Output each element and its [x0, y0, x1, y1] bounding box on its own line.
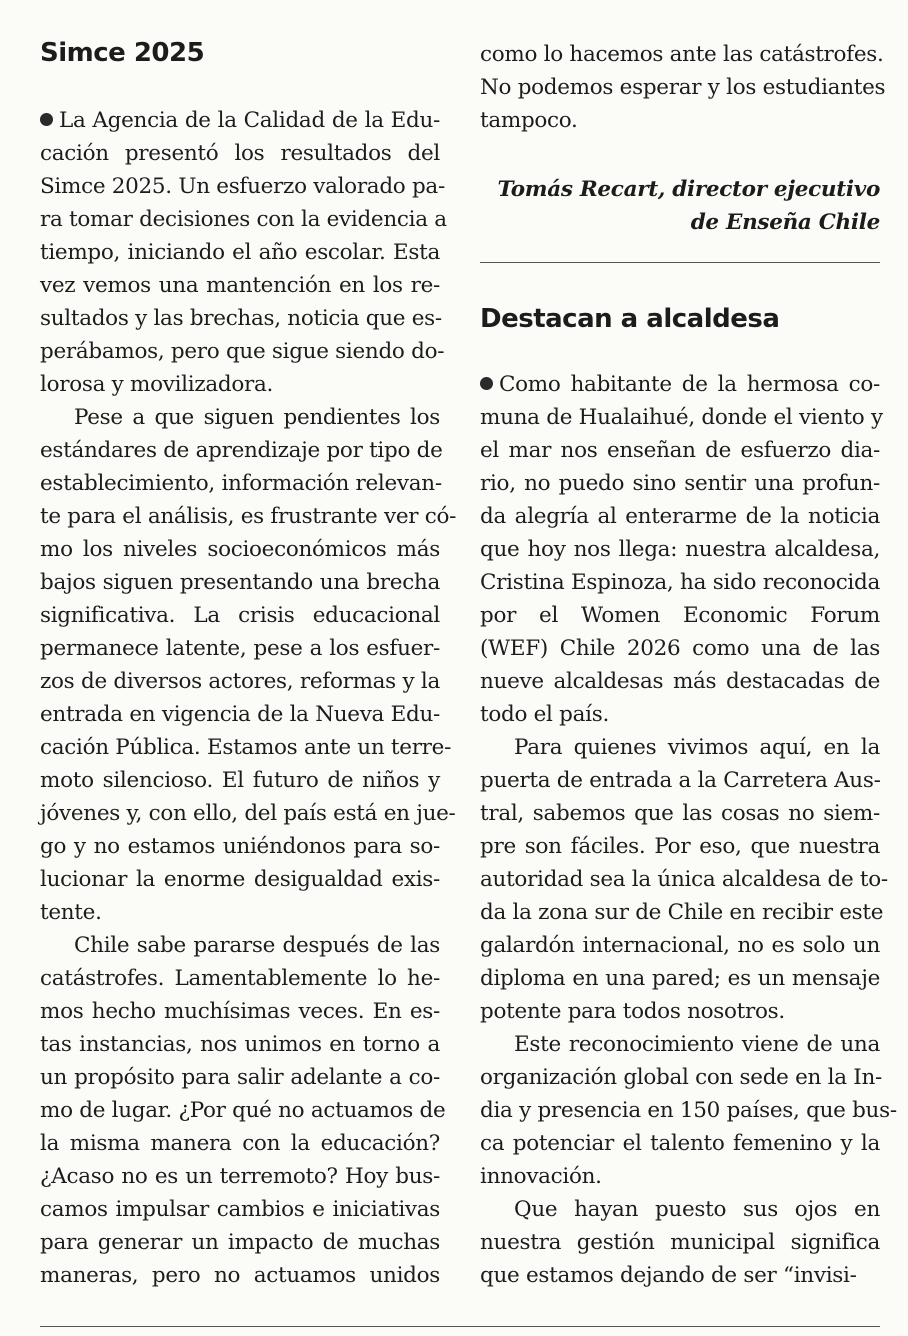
- text-line: No podemos esperar y los estudiantes: [480, 75, 886, 100]
- text-line: un propósito para salir adelante a co-: [40, 1065, 440, 1090]
- bullet-icon: [480, 377, 493, 390]
- text-line: tas instancias, nos unimos en torno a: [40, 1032, 440, 1057]
- signature-name: Tomás Recart, director ejecutivo: [497, 177, 880, 202]
- text-line: tral, sabemos que las cosas no siem-: [480, 801, 880, 826]
- text-line: da la zona sur de Chile en recibir este: [480, 900, 884, 925]
- text-line: el mar nos enseñan de esfuerzo dia-: [480, 438, 880, 463]
- text-line: rio, no puedo sino sentir una profun-: [480, 471, 880, 496]
- text-line: Como habitante de la hermosa co-: [480, 368, 880, 401]
- text-line: go y no estamos uniéndonos para so-: [40, 834, 440, 859]
- text-line: ca potenciar el talento femenino y la: [480, 1131, 880, 1156]
- text-line: que hoy nos llega: nuestra alcaldesa,: [480, 537, 880, 562]
- text-line: te para el análisis, es frustrante ver có-: [40, 504, 457, 529]
- text-line: cación Pública. Estamos ante un terre-: [40, 735, 452, 760]
- text-line: por el Women Economic Forum: [480, 603, 880, 628]
- text-line: que estamos dejando de ser “invisi-: [480, 1263, 857, 1288]
- text-line: Este reconocimiento viene de una: [514, 1032, 880, 1057]
- text-line: muna de Hualaihué, donde el viento y: [480, 405, 883, 430]
- bullet-icon: [40, 113, 53, 126]
- section-divider: [480, 262, 880, 263]
- text-line: La Agencia de la Calidad de la Edu-: [40, 104, 440, 137]
- text-line: Para quienes vivimos aquí, en la: [514, 735, 880, 760]
- text-line: moto silencioso. El futuro de niños y: [40, 768, 440, 793]
- text-line: todo el país.: [480, 702, 609, 727]
- text-line: bajos siguen presentando una brecha: [40, 570, 440, 595]
- text-line: perábamos, pero que sigue siendo do-: [40, 339, 445, 364]
- text-line: nuestra gestión municipal significa: [480, 1230, 880, 1255]
- text-line: mos hecho muchísimas veces. En es-: [40, 999, 440, 1024]
- text-line: Que hayan puesto sus ojos en: [514, 1197, 880, 1222]
- text-line: tampoco.: [480, 108, 578, 133]
- text-line: para generar un impacto de muchas: [40, 1230, 440, 1255]
- text-line: tiempo, iniciando el año escolar. Esta: [40, 240, 440, 265]
- text-line: mo de lugar. ¿Por qué no actuamos de: [40, 1098, 446, 1123]
- text-line: galardón internacional, no es solo un: [480, 933, 880, 958]
- text-line: significativa. La crisis educacional: [40, 603, 440, 628]
- text-line: jóvenes y, con ello, del país está en jue-: [40, 801, 456, 826]
- text-line: Chile sabe pararse después de las: [74, 933, 440, 958]
- text-line: Pese a que siguen pendientes los: [74, 405, 440, 430]
- text-line: potente para todos nosotros.: [480, 999, 785, 1024]
- text-line: como lo hacemos ante las catástrofes.: [480, 42, 884, 67]
- text-line: Cristina Espinoza, ha sido reconocida: [480, 570, 880, 595]
- text-line: autoridad sea la única alcaldesa de to-: [480, 867, 888, 892]
- text-line: permanece latente, pese a los esfuer-: [40, 636, 440, 661]
- text-line: lorosa y movilizadora.: [40, 372, 273, 397]
- text-line: nueve alcaldesas más destacadas de: [480, 669, 880, 694]
- heading-simce-2025: Simce 2025: [40, 38, 205, 68]
- text-line: zos de diversos actores, reformas y la: [40, 669, 440, 694]
- text-line: vez vemos una mantención en los re-: [40, 273, 440, 298]
- text-line: establecimiento, información relevan-: [40, 471, 442, 496]
- text-line: pre son fáciles. Por eso, que nuestra: [480, 834, 880, 859]
- text-line: da alegría al enterarme de la noticia: [480, 504, 880, 529]
- text-line: cación presentó los resultados del: [40, 141, 440, 166]
- text-line: estándares de aprendizaje por tipo de: [40, 438, 443, 463]
- text-line: la misma manera con la educación?: [40, 1131, 440, 1156]
- text-line: innovación.: [480, 1164, 602, 1189]
- text-line: mo los niveles socioeconómicos más: [40, 537, 440, 562]
- text-line: catástrofes. Lamentablemente lo he-: [40, 966, 440, 991]
- text-line: (WEF) Chile 2026 como una de las: [480, 636, 880, 661]
- text-line: diploma en una pared; es un mensaje: [480, 966, 880, 991]
- text-line: ra tomar decisiones con la evidencia a: [40, 207, 447, 232]
- text-line: tente.: [40, 900, 102, 925]
- text-line: Simce 2025. Un esfuerzo valorado pa-: [40, 174, 445, 199]
- text-line: dia y presencia en 150 países, que bus-: [480, 1098, 897, 1123]
- text-line: maneras, pero no actuamos unidos: [40, 1263, 440, 1288]
- text-line: sultados y las brechas, noticia que es-: [40, 306, 442, 331]
- bottom-divider: [40, 1326, 880, 1327]
- text-line: organización global con sede en la In-: [480, 1065, 882, 1090]
- text-line: ¿Acaso no es un terremoto? Hoy bus-: [40, 1164, 440, 1189]
- text-line: lucionar la enorme desigualdad exis-: [40, 867, 440, 892]
- signature-org: de Enseña Chile: [690, 210, 880, 235]
- heading-destacan-alcaldesa: Destacan a alcaldesa: [480, 304, 780, 334]
- text-line: puerta de entrada a la Carretera Aus-: [480, 768, 881, 793]
- text-line: entrada en vigencia de la Nueva Edu-: [40, 702, 440, 727]
- text-line: camos impulsar cambios e iniciativas: [40, 1197, 440, 1222]
